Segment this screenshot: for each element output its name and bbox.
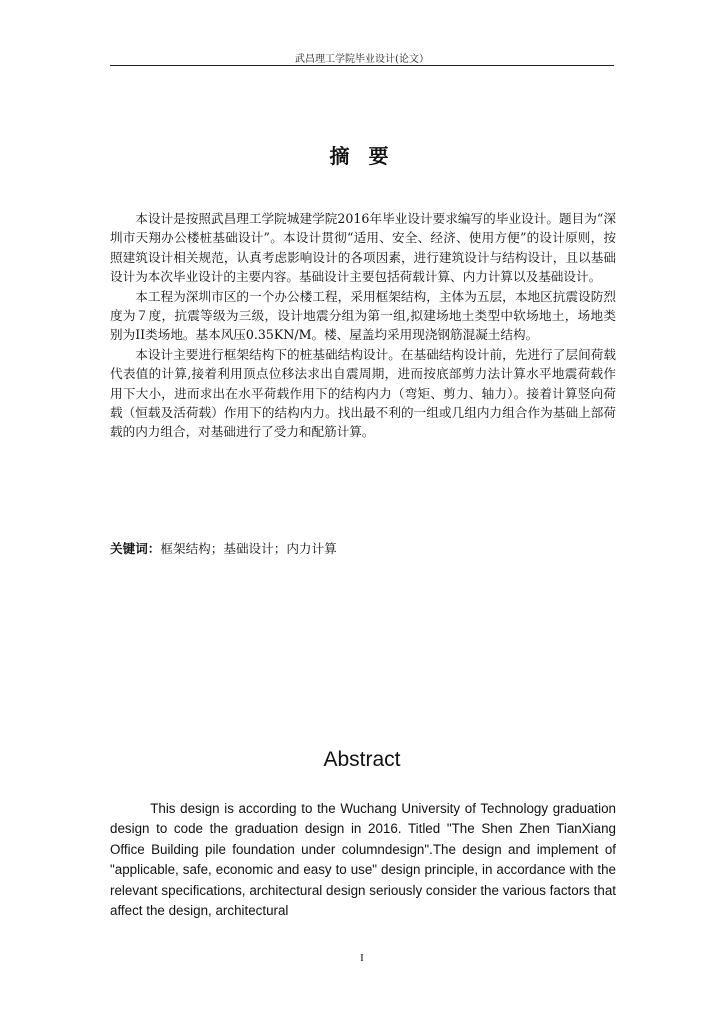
keywords-text: 框架结构；基础设计；内力计算: [160, 541, 337, 556]
running-header: 武昌理工学院毕业设计(论文）: [295, 54, 429, 65]
keywords-label: 关键词：: [110, 541, 161, 556]
english-abstract-paragraph: This design is according to the Wuchang University of Technology graduation design to code the graduation design in 2016. Titled "The Shen Zhen TianXiang Office Building pile foundation under columndesign".The design and implement of "applicable, safe, economic and easy to use" design principle, in accordance with the relevant specifications, architectural design seriously consider the various factors that affect the design, architectural: [110, 801, 616, 919]
english-abstract-title: Abstract: [323, 748, 401, 771]
chinese-abstract-paragraph-2: 本工程为深圳市区的一个办公楼工程，采用框架结构，主体为五层，本地区抗震设防烈度为７度，抗震等级为三级，设计地震分组为第一组,拟建场地土类型中软场地土，场地类别为II类场地。基本风压0.35KN/M。楼、屋盖均采用现浇钢筋混凝土结构。: [110, 288, 616, 343]
english-abstract-body: [110, 799, 616, 921]
chinese-abstract-title: 摘 要: [329, 144, 395, 168]
page-number: I: [360, 952, 364, 964]
header-rule: [110, 65, 614, 66]
chinese-abstract-body: [110, 209, 616, 442]
chinese-abstract-paragraph-1: 本设计是按照武昌理工学院城建学院2016年毕业设计要求编写的毕业设计。题目为“深圳市天翔办公楼桩基础设计”。本设计贯彻“适用、安全、经济、使用方便”的设计原则，按照建筑设计相关规范，认真考虑影响设计的各项因素，进行建筑设计与结构设计，且以基础设计为本次毕业设计的主要内容。基础设计主要包括荷载计算、内力计算以及基础设计。: [110, 211, 616, 285]
chinese-abstract-paragraph-3: 本设计主要进行框架结构下的桩基础结构设计。在基础结构设计前，先进行了层间荷载代表值的计算,接着利用顶点位移法求出自震周期，进而按底部剪力法计算水平地震荷载作用下大小，进而求出在水平荷载作用下的结构内力（弯矩、剪力、轴力）。接着计算竖向荷载（恒载及活荷载）作用下的结构内力。找出最不利的一组或几组内力组合作为基础上部荷载的内力组合，对基础进行了受力和配筋计算。: [110, 346, 616, 440]
keywords-line: [110, 538, 616, 557]
